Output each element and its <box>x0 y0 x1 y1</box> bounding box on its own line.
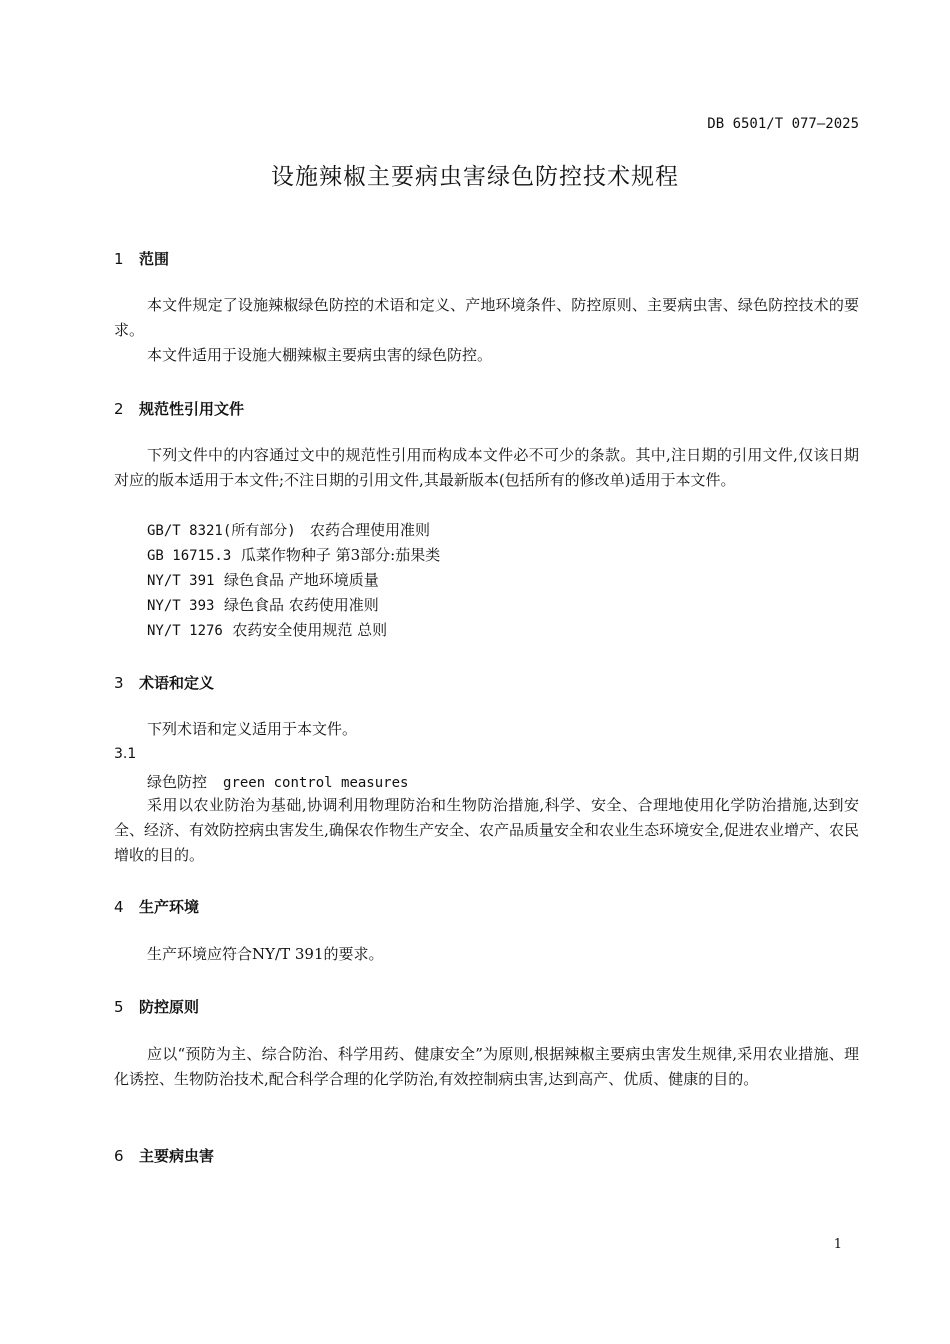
section-heading-normative-references <box>114 398 244 419</box>
document-title: 设施辣椒主要病虫害绿色防控技术规程 <box>271 164 679 190</box>
section-title: 主要病虫害 <box>139 1147 215 1165</box>
reference-item <box>147 568 379 594</box>
section-heading-principles <box>114 996 199 1017</box>
paragraph: 本文件规定了设施辣椒绿色防控的术语和定义、产地环境条件、防控原则、主要病虫害、绿色防控技术的要求。 <box>114 296 859 339</box>
section-title: 生产环境 <box>139 898 200 916</box>
section-title: 术语和定义 <box>139 674 215 692</box>
section-number: 6 <box>114 1147 124 1165</box>
reference-code: NY/T 391 <box>147 573 215 589</box>
reference-item <box>147 618 387 644</box>
paragraph: 下列文件中的内容通过文中的规范性引用而构成本文件必不可少的条款。其中,注日期的引用文件,仅该日期对应的版本适用于本文件;不注日期的引用文件,其最新版本(包括所有的修改单)适用于本文件。 <box>114 446 859 489</box>
section-title: 防控原则 <box>139 998 200 1016</box>
reference-code: NY/T 393 <box>147 598 215 614</box>
section-number: 2 <box>114 400 124 418</box>
paragraph: 生产环境应符合NY/T 391的要求。 <box>147 945 384 963</box>
section-title: 范围 <box>139 250 170 268</box>
term-definition: 采用以农业防治为基础,协调利用物理防治和生物防治措施,科学、安全、合理地使用化学防治措施,达到安全、经济、有效防控病虫害发生,确保农作物生产安全、农产品质量安全和农业生态环境安全,促进农业增产、农民增收的目的。 <box>114 796 859 864</box>
section-heading-scope <box>114 248 169 269</box>
term-chinese: 绿色防控 <box>147 773 208 791</box>
reference-code: NY/T 1276 <box>147 623 223 639</box>
section-number: 1 <box>114 250 124 268</box>
section-number: 3 <box>114 674 124 692</box>
reference-name: 农药合理使用准则 <box>310 521 431 539</box>
term-english: green control measures <box>223 775 409 791</box>
section-heading-environment <box>114 896 199 917</box>
section-number: 4 <box>114 898 124 916</box>
reference-item <box>147 593 379 619</box>
section-title: 规范性引用文件 <box>139 400 245 418</box>
paragraph: 下列术语和定义适用于本文件。 <box>147 720 358 738</box>
reference-item <box>147 518 430 544</box>
document-code: DB 6501/T 077—2025 <box>707 116 859 132</box>
reference-name: 瓜菜作物种子 第3部分:茄果类 <box>240 546 441 564</box>
reference-item <box>147 543 440 569</box>
subclause-number: 3.1 <box>114 746 137 762</box>
reference-name: 绿色食品 产地环境质量 <box>223 571 379 589</box>
reference-name: 绿色食品 农药使用准则 <box>223 596 379 614</box>
reference-code: GB/T 8321(所有部分) <box>147 523 296 539</box>
section-heading-main-pests <box>114 1145 214 1166</box>
reference-name: 农药安全使用规范 总则 <box>232 621 388 639</box>
section-number: 5 <box>114 998 124 1016</box>
paragraph: 应以“预防为主、综合防治、科学用药、健康安全”为原则,根据辣椒主要病虫害发生规律,采用农业措施、理化诱控、生物防治技术,配合科学合理的化学防治,有效控制病虫害,达到高产、优质、健康的目的。 <box>114 1045 859 1088</box>
term-entry <box>147 771 408 792</box>
page-number: 1 <box>833 1237 842 1252</box>
reference-code: GB 16715.3 <box>147 548 232 564</box>
paragraph: 本文件适用于设施大棚辣椒主要病虫害的绿色防控。 <box>147 346 493 364</box>
section-heading-terms <box>114 672 214 693</box>
